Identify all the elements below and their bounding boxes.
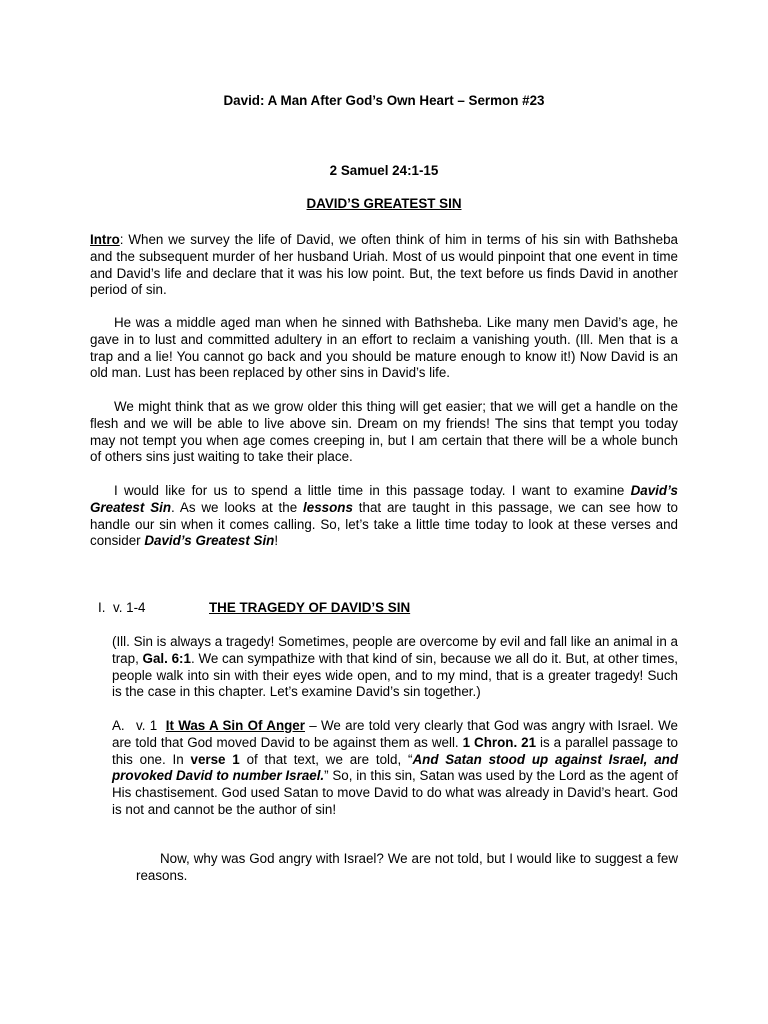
- point-number: I.: [98, 600, 106, 615]
- point-verses: v. 1-4: [113, 600, 146, 615]
- intro-paragraph-3: We might think that as we grow older this thing will get easier; that we will get a handle on the flesh and we will be able to live above sin. Dream on my friends! The sins that tempt you today may not tempt you when age comes creeping in, but I am certain that there will be a whole bunch of others sins just waiting to take their place.: [90, 399, 678, 465]
- point-a-letter: A.: [112, 718, 125, 733]
- intro-paragraph-2: He was a middle aged man when he sinned with Bathsheba. Like many men David’s age, he gave in to lust and committed adultery in an effort to reclaim a vanishing youth. (Ill. Men that is a trap and a lie! You cannot go back and you should be mature enough to know it!) Now David is an old man. Lust has been replaced by other sins in David’s life.: [90, 315, 678, 381]
- ill-reference: Gal. 6:1: [142, 650, 191, 666]
- point-a-ref-1: 1 Chron. 21: [462, 734, 537, 750]
- outline-point-1: [0, 600, 768, 618]
- point-a-verse: v. 1: [136, 718, 158, 733]
- point-a-text-1: – We are told very clearly that God was angry with Israel. We are told that God moved David to be against them as well.: [112, 718, 678, 750]
- p4-emphasis-lessons: lessons: [303, 499, 353, 515]
- point-a-followup: Now, why was God angry with Israel? We are not told, but I would like to suggest a few reasons.: [136, 851, 678, 883]
- scripture-reference: 2 Samuel 24:1-15: [329, 163, 439, 178]
- p4-text-c: . As we looks at the: [171, 499, 304, 515]
- p4-emphasis-title: David’s Greatest Sin: [90, 483, 678, 515]
- point-heading: THE TRAGEDY OF DAVID’S SIN: [209, 600, 411, 615]
- p4-text-e: that are taught in this passage, we can see how to handle our sin when it comes calling. So, let’s take a little time today to look at these verses and consider: [90, 499, 679, 549]
- point-a-quote: And Satan stood up against Israel, and provoked David to number Israel.: [112, 751, 679, 784]
- point-a-text-3: of that text, we are told, “: [239, 751, 413, 767]
- point-a-text-2: is a parallel passage to this one. In: [112, 734, 679, 767]
- sermon-title: [0, 196, 768, 213]
- p4-text-a: I would like for us to spend a little time in this passage today. I want to examine: [114, 483, 631, 498]
- intro-text: : When we survey the life of David, we often think of him in terms of his sin with Bathsheba and the subsequent murder of her husband Uriah. Most of us would pinpoint that one event in time and David’s life and declare that it was his low point. But, the text before us finds David in another period of sin.: [90, 232, 678, 298]
- ill-text-a: (Ill. Sin is always a tragedy! Sometimes, people are overcome by evil and fall like an animal in a trap,: [112, 634, 678, 666]
- intro-paragraph-4: [90, 483, 678, 550]
- point-a-body: [112, 718, 678, 819]
- point-1-illustration: [112, 634, 678, 701]
- point-a-text-4: ” So, in this sin, Satan was used by the Lord as the agent of His chastisement. God used Satan to move David to do what was already in David’s heart. God is not and cannot be the author of sin!: [112, 768, 679, 817]
- sermon-title-text: DAVID’S GREATEST SIN: [306, 196, 462, 211]
- point-a-ref-2: verse 1: [190, 751, 240, 767]
- p4-text-g: !: [274, 533, 279, 549]
- ill-text-b: . We can sympathize with that kind of sin, because we all do it. But, at other times, people walk into sin with their eyes wide open, and to my mind, that is a greater tragedy! Such is the case in this chapter. Let’s examine David’s sin together.): [112, 650, 679, 700]
- p4-emphasis-title-2: David’s Greatest Sin: [144, 533, 275, 549]
- intro-label: Intro: [90, 232, 120, 247]
- intro-paragraph-1: [90, 232, 678, 299]
- point-a-heading: It Was A Sin Of Anger: [165, 718, 305, 733]
- series-title: David: A Man After God’s Own Heart – Sermon #23: [223, 93, 545, 108]
